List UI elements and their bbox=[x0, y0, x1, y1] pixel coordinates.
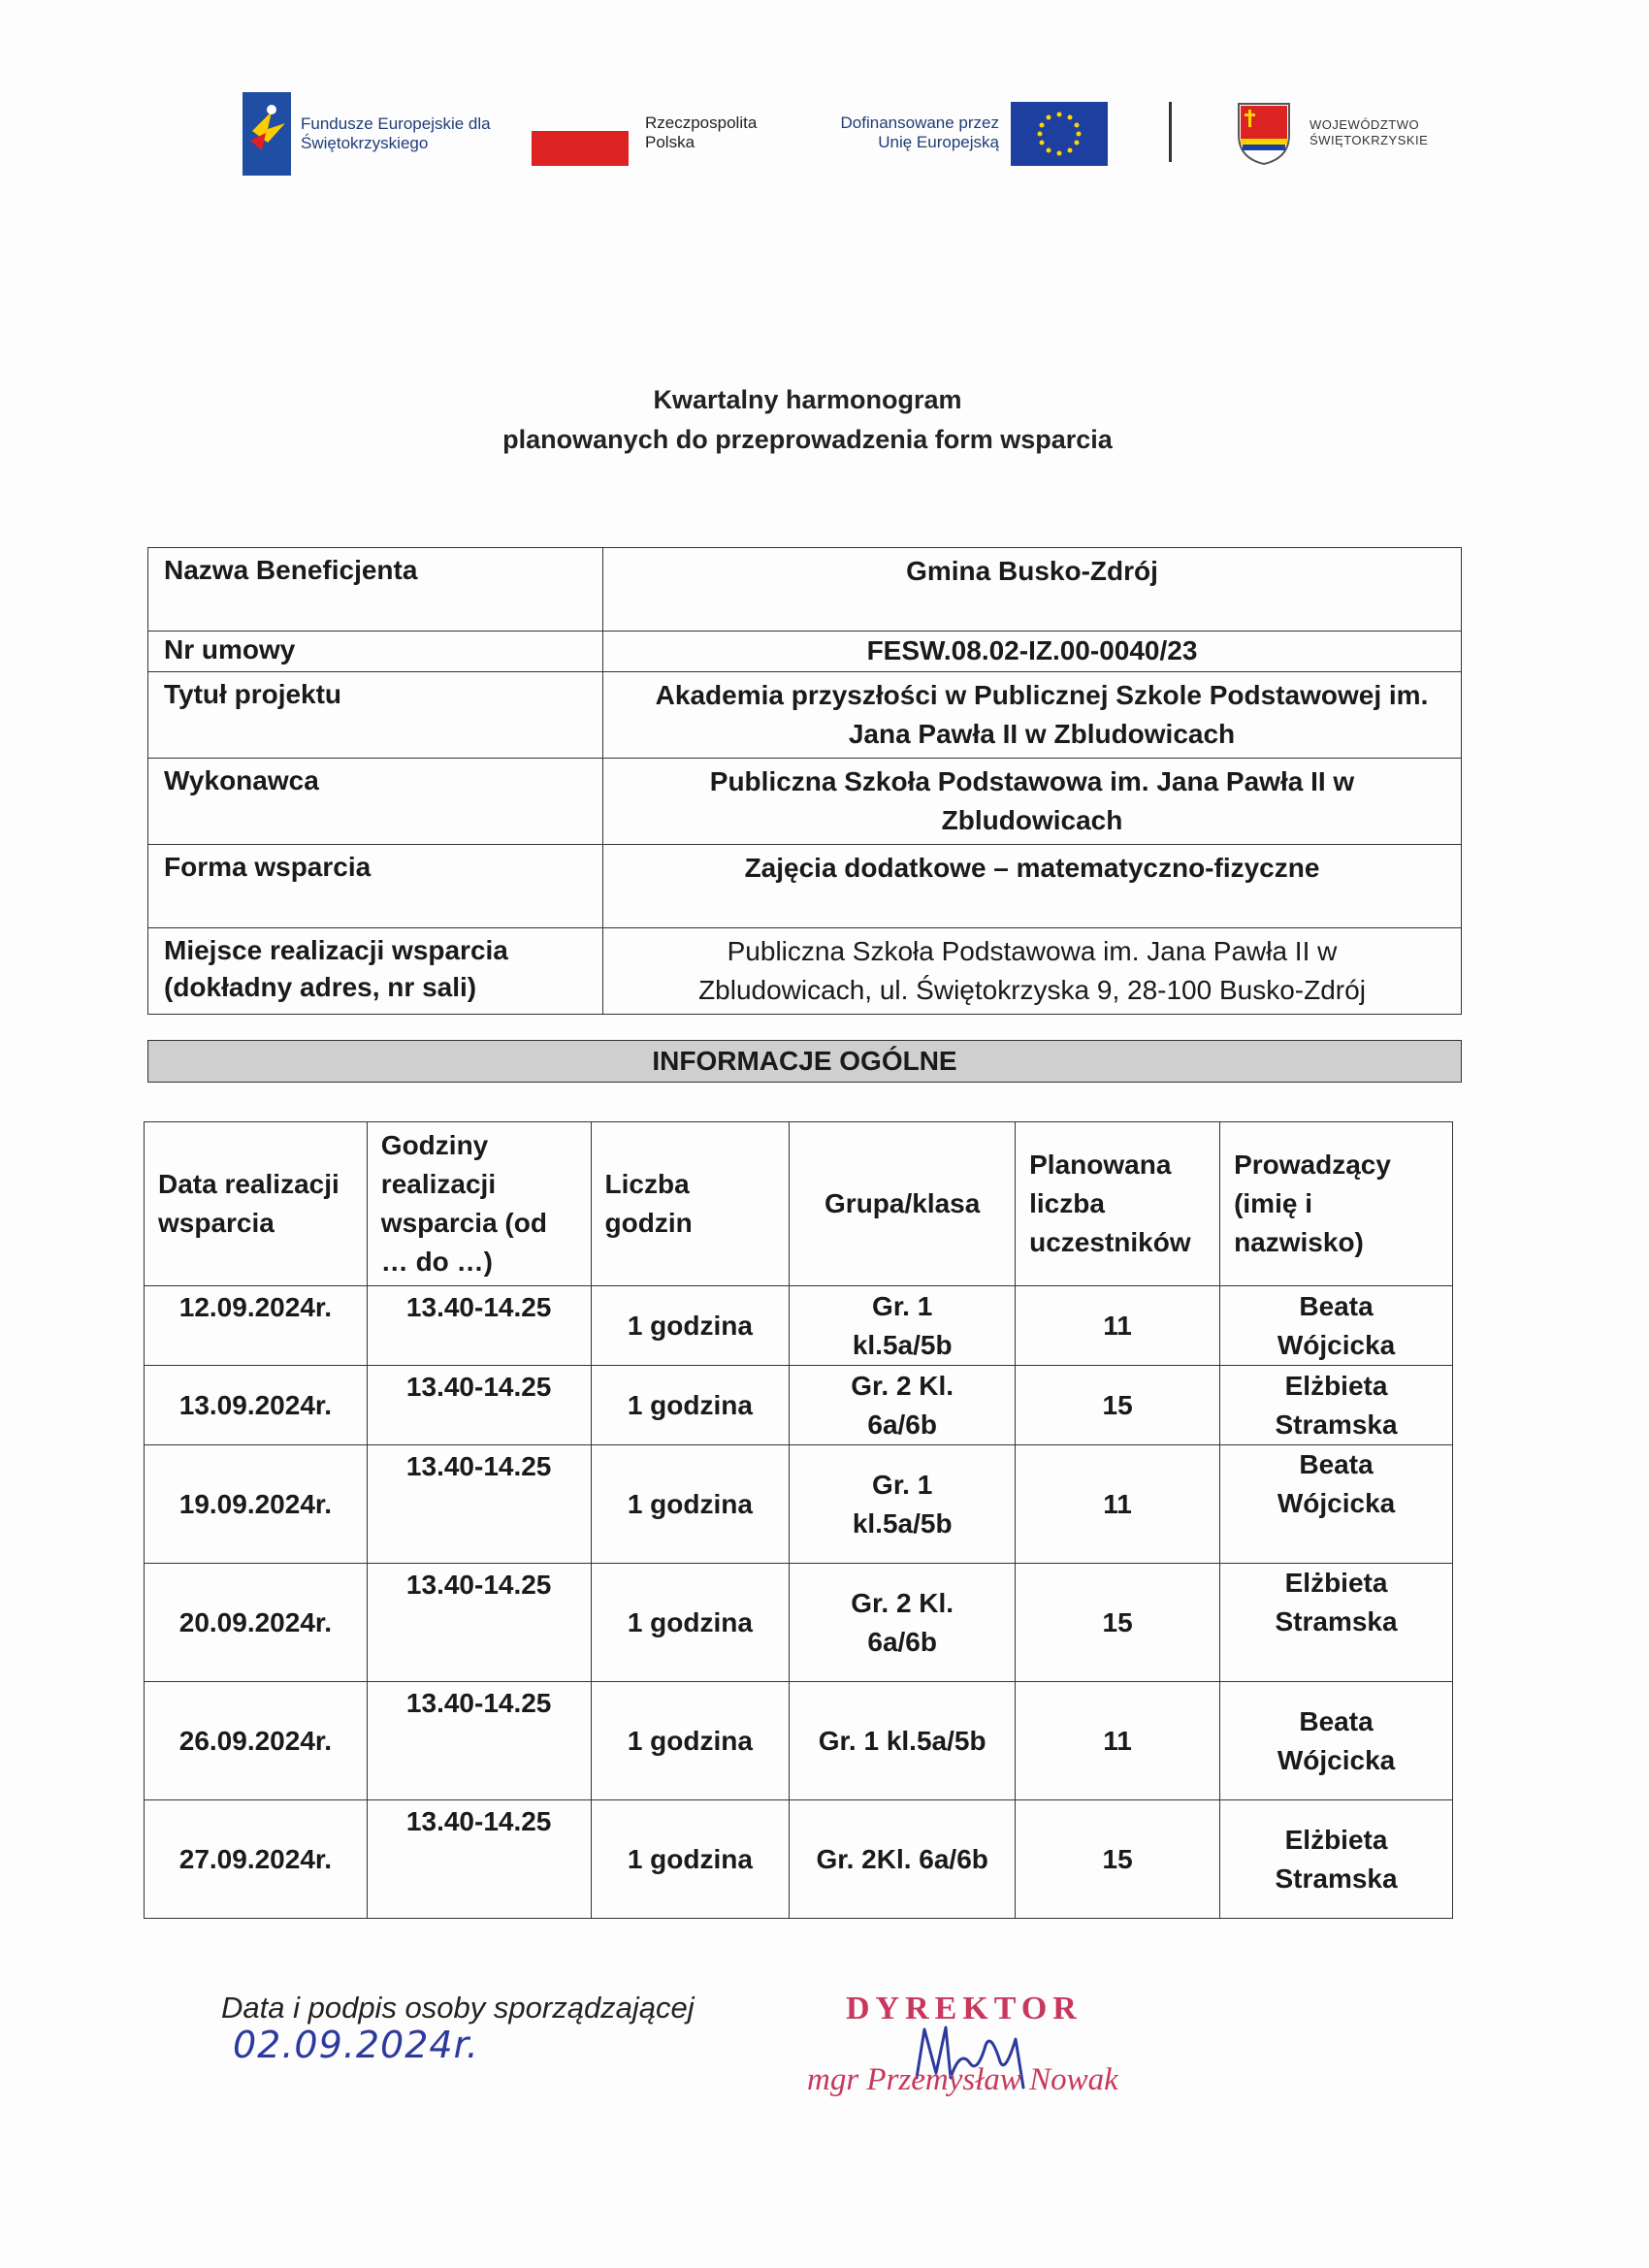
ws-name: WOJEWÓDZTWO ŚWIĘTOKRZYSKIE bbox=[1310, 117, 1429, 147]
stamp-title: DYREKTOR bbox=[846, 1991, 1083, 2026]
cell-hours: 13.40-14.25 bbox=[367, 1445, 591, 1564]
details-row bbox=[148, 548, 1462, 632]
cell-group: Gr. 2 Kl. 6a/6b bbox=[790, 1366, 1016, 1445]
cell-group: Gr. 2Kl. 6a/6b bbox=[790, 1800, 1016, 1919]
cell-date: 27.09.2024r. bbox=[145, 1800, 368, 1919]
document-title bbox=[0, 380, 1615, 460]
details-value: FESW.08.02-IZ.00-0040/23 bbox=[603, 632, 1462, 672]
title-line-2: planowanych do przeprowadzenia form wsparcia bbox=[502, 425, 1113, 454]
cell-teacher: Elżbieta Stramska bbox=[1220, 1564, 1453, 1682]
table-row bbox=[145, 1564, 1453, 1682]
details-row bbox=[148, 672, 1462, 759]
cell-date: 20.09.2024r. bbox=[145, 1564, 368, 1682]
rp-name: Rzeczpospolita Polska bbox=[645, 113, 758, 151]
details-label: Forma wsparcia bbox=[148, 845, 603, 928]
cell-teacher: Elżbieta Stramska bbox=[1220, 1366, 1453, 1445]
cell-hours: 13.40-14.25 bbox=[367, 1286, 591, 1366]
cell-count: 1 godzina bbox=[591, 1445, 790, 1564]
cell-date: 13.09.2024r. bbox=[145, 1366, 368, 1445]
cell-hours: 13.40-14.25 bbox=[367, 1366, 591, 1445]
cell-count: 1 godzina bbox=[591, 1564, 790, 1682]
fe-flag-icon bbox=[242, 92, 291, 176]
rp-logo bbox=[532, 92, 629, 166]
logo-divider bbox=[1169, 102, 1172, 162]
cell-group: Gr. 1 kl.5a/5b bbox=[790, 1682, 1016, 1800]
cell-group: Gr. 1 kl.5a/5b bbox=[790, 1445, 1016, 1564]
column-header: Planowana liczba uczestników bbox=[1016, 1122, 1220, 1286]
details-value: Publiczna Szkoła Podstawowa im. Jana Pawła II w Zbludowicach, ul. Świętokrzyska 9, 28-100 Busko-Zdrój bbox=[603, 928, 1462, 1015]
stamp-name: mgr Przemysław Nowak bbox=[807, 2062, 1118, 2097]
polish-flag-icon bbox=[532, 131, 629, 166]
cell-count: 1 godzina bbox=[591, 1366, 790, 1445]
cell-teacher: Beata Wójcicka bbox=[1220, 1445, 1453, 1564]
title-line-1: Kwartalny harmonogram bbox=[653, 385, 962, 414]
details-value: Publiczna Szkoła Podstawowa im. Jana Pawła II w Zbludowicach bbox=[603, 759, 1462, 845]
fe-logo bbox=[242, 92, 495, 176]
column-header: Liczba godzin bbox=[591, 1122, 790, 1286]
section-title: INFORMACJE OGÓLNE bbox=[147, 1040, 1462, 1083]
table-row bbox=[145, 1445, 1453, 1564]
cell-participants: 11 bbox=[1016, 1682, 1220, 1800]
table-row bbox=[145, 1286, 1453, 1366]
cell-teacher: Beata Wójcicka bbox=[1220, 1286, 1453, 1366]
signature-label: Data i podpis osoby sporządzającej bbox=[221, 1991, 695, 2025]
cell-participants: 15 bbox=[1016, 1564, 1220, 1682]
schedule-header-row bbox=[145, 1122, 1453, 1286]
cell-count: 1 godzina bbox=[591, 1682, 790, 1800]
details-label: Miejsce realizacji wsparcia (dokładny adres, nr sali) bbox=[148, 928, 603, 1015]
signature-date: 02.09.2024r. bbox=[233, 2024, 479, 2066]
cell-date: 19.09.2024r. bbox=[145, 1445, 368, 1564]
column-header: Godziny realizacji wsparcia (od … do …) bbox=[367, 1122, 591, 1286]
column-header: Data realizacji wsparcia bbox=[145, 1122, 368, 1286]
details-row bbox=[148, 632, 1462, 672]
cell-hours: 13.40-14.25 bbox=[367, 1564, 591, 1682]
logo-header bbox=[242, 92, 1455, 179]
details-value: Gmina Busko-Zdrój bbox=[603, 548, 1462, 632]
cell-teacher: Beata Wójcicka bbox=[1220, 1682, 1453, 1800]
details-label: Tytuł projektu bbox=[148, 672, 603, 759]
cell-count: 1 godzina bbox=[591, 1286, 790, 1366]
column-header: Grupa/klasa bbox=[790, 1122, 1016, 1286]
cell-participants: 15 bbox=[1016, 1800, 1220, 1919]
eu-text: Dofinansowane przez Unię Europejską bbox=[840, 113, 999, 151]
cell-participants: 11 bbox=[1016, 1286, 1220, 1366]
details-table bbox=[147, 547, 1462, 1015]
cell-group: Gr. 1 kl.5a/5b bbox=[790, 1286, 1016, 1366]
cell-participants: 11 bbox=[1016, 1445, 1220, 1564]
cell-date: 12.09.2024r. bbox=[145, 1286, 368, 1366]
details-label: Nazwa Beneficjenta bbox=[148, 548, 603, 632]
cell-teacher: Elżbieta Stramska bbox=[1220, 1800, 1453, 1919]
swietokrzyskie-crest-icon bbox=[1237, 102, 1291, 166]
details-row bbox=[148, 845, 1462, 928]
eu-flag-icon bbox=[1011, 102, 1108, 166]
table-row bbox=[145, 1682, 1453, 1800]
table-row bbox=[145, 1366, 1453, 1445]
cell-group: Gr. 2 Kl. 6a/6b bbox=[790, 1564, 1016, 1682]
column-header: Prowadzący (imię i nazwisko) bbox=[1220, 1122, 1453, 1286]
fe-name: Fundusze Europejskie dla Świętokrzyskiego bbox=[301, 114, 491, 152]
table-row bbox=[145, 1800, 1453, 1919]
details-label: Nr umowy bbox=[148, 632, 603, 672]
details-value: Zajęcia dodatkowe – matematyczno-fizyczne bbox=[603, 845, 1462, 928]
details-value: Akademia przyszłości w Publicznej Szkole Podstawowej im. Jana Pawła II w Zbludowicach bbox=[603, 672, 1462, 759]
schedule-table bbox=[144, 1121, 1453, 1919]
cell-participants: 15 bbox=[1016, 1366, 1220, 1445]
cell-count: 1 godzina bbox=[591, 1800, 790, 1919]
cell-hours: 13.40-14.25 bbox=[367, 1800, 591, 1919]
details-label: Wykonawca bbox=[148, 759, 603, 845]
cell-hours: 13.40-14.25 bbox=[367, 1682, 591, 1800]
cell-date: 26.09.2024r. bbox=[145, 1682, 368, 1800]
details-row bbox=[148, 928, 1462, 1015]
details-row bbox=[148, 759, 1462, 845]
